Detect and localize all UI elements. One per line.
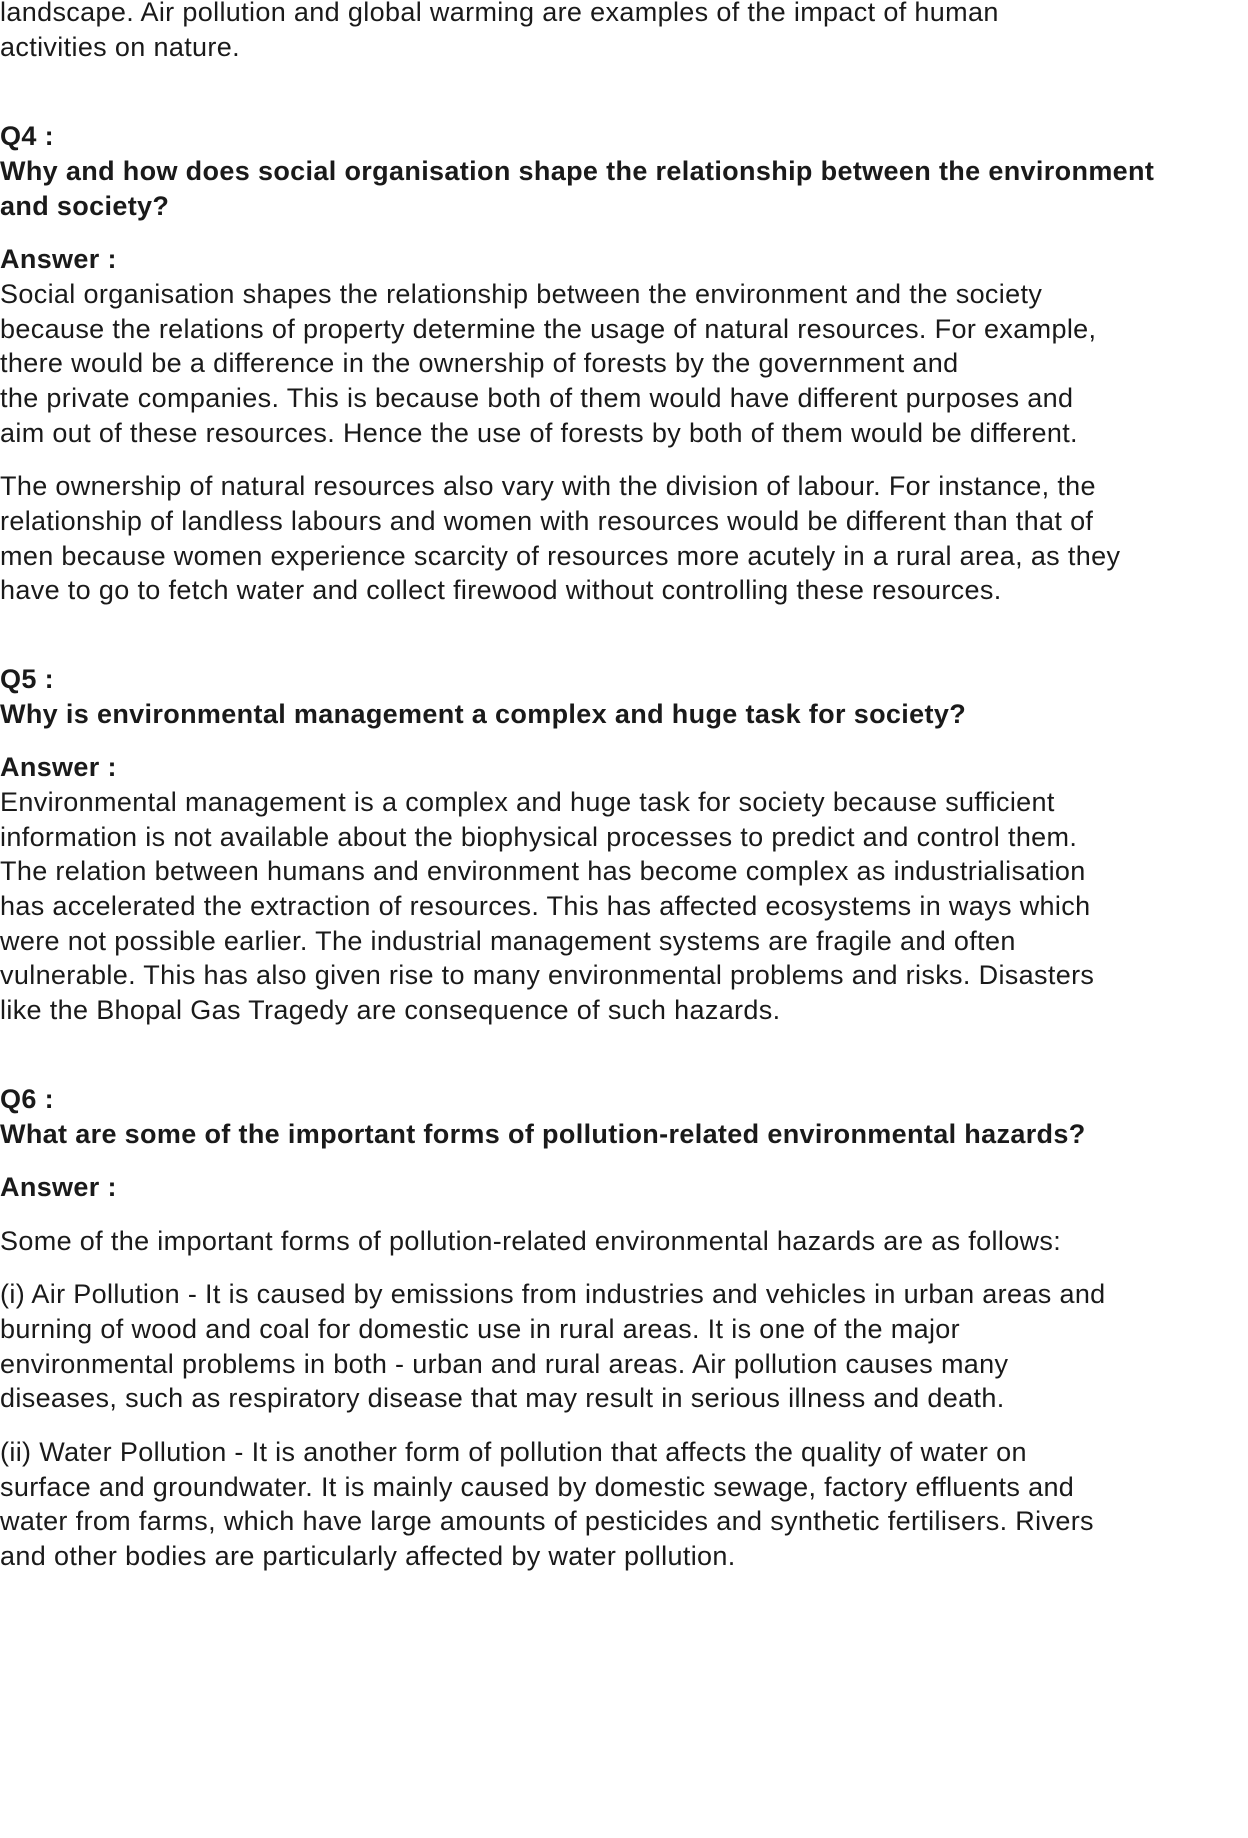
q4-answer-label: Answer : — [0, 244, 117, 274]
q4-question-line: and society? — [0, 191, 170, 221]
q4-question-line: Why and how does social organisation shape the relationship between the environment — [0, 156, 1155, 186]
q5-answer-line: has accelerated the extraction of resources. This has affected ecosystems in ways which — [0, 891, 1091, 921]
q6-water-line: and other bodies are particularly affected by water pollution. — [0, 1541, 736, 1571]
q6-label: Q6 : — [0, 1084, 54, 1114]
q4-answer-line: Social organisation shapes the relationship between the environment and the society — [0, 279, 1043, 309]
q5-answer-line: vulnerable. This has also given rise to many environmental problems and risks. Disasters — [0, 960, 1095, 990]
q6-water-line: (ii) Water Pollution - It is another form of pollution that affects the quality of water on — [0, 1437, 1027, 1467]
q6-answer-label: Answer : — [0, 1172, 117, 1202]
q5-question-line: Why is environmental management a complex and huge task for society? — [0, 699, 967, 729]
q6-water-line: surface and groundwater. It is mainly caused by domestic sewage, factory effluents and — [0, 1472, 1075, 1502]
intro-line: landscape. Air pollution and global warming are examples of the impact of human — [0, 0, 999, 27]
q4-answer-line: relationship of landless labours and women with resources would be different than that of — [0, 506, 1094, 536]
q4-answer-line: because the relations of property determine the usage of natural resources. For example, — [0, 314, 1097, 344]
q5-answer-line: were not possible earlier. The industrial management systems are fragile and often — [0, 926, 1016, 956]
q4-answer-line: there would be a difference in the ownership of forests by the government and — [0, 348, 959, 378]
q6-answer-line: Some of the important forms of pollution-related environmental hazards are as follows: — [0, 1226, 1062, 1256]
q5-label: Q5 : — [0, 664, 54, 694]
q6-water-line: water from farms, which have large amounts of pesticides and synthetic fertilisers. Rivers — [0, 1506, 1094, 1536]
q6-air-line: diseases, such as respiratory disease that may result in serious illness and death. — [0, 1383, 1005, 1413]
intro-line: activities on nature. — [0, 32, 240, 62]
q6-air-line: environmental problems in both - urban and rural areas. Air pollution causes many — [0, 1349, 1009, 1379]
q5-answer-line: The relation between humans and environment has become complex as industrialisation — [0, 856, 1086, 886]
q6-question-line: What are some of the important forms of pollution-related environmental hazards? — [0, 1119, 1086, 1149]
q6-air-line: burning of wood and coal for domestic use in rural areas. It is one of the major — [0, 1314, 961, 1344]
q4-label: Q4 : — [0, 121, 54, 151]
q4-answer-line: aim out of these resources. Hence the use of forests by both of them would be different. — [0, 418, 1078, 448]
q5-answer-label: Answer : — [0, 752, 117, 782]
q5-answer-line: information is not available about the biophysical processes to predict and control them. — [0, 822, 1078, 852]
q6-air-line: (i) Air Pollution - It is caused by emissions from industries and vehicles in urban areas and — [0, 1279, 1106, 1309]
q4-answer-line: the private companies. This is because both of them would have different purposes and — [0, 383, 1074, 413]
q4-answer-line: The ownership of natural resources also vary with the division of labour. For instance, the — [0, 471, 1096, 501]
q5-answer-line: like the Bhopal Gas Tragedy are consequence of such hazards. — [0, 995, 781, 1025]
q4-answer-line: have to go to fetch water and collect firewood without controlling these resources. — [0, 575, 1002, 605]
q4-answer-line: men because women experience scarcity of resources more acutely in a rural area, as they — [0, 541, 1121, 571]
q5-answer-line: Environmental management is a complex and huge task for society because sufficient — [0, 787, 1055, 817]
